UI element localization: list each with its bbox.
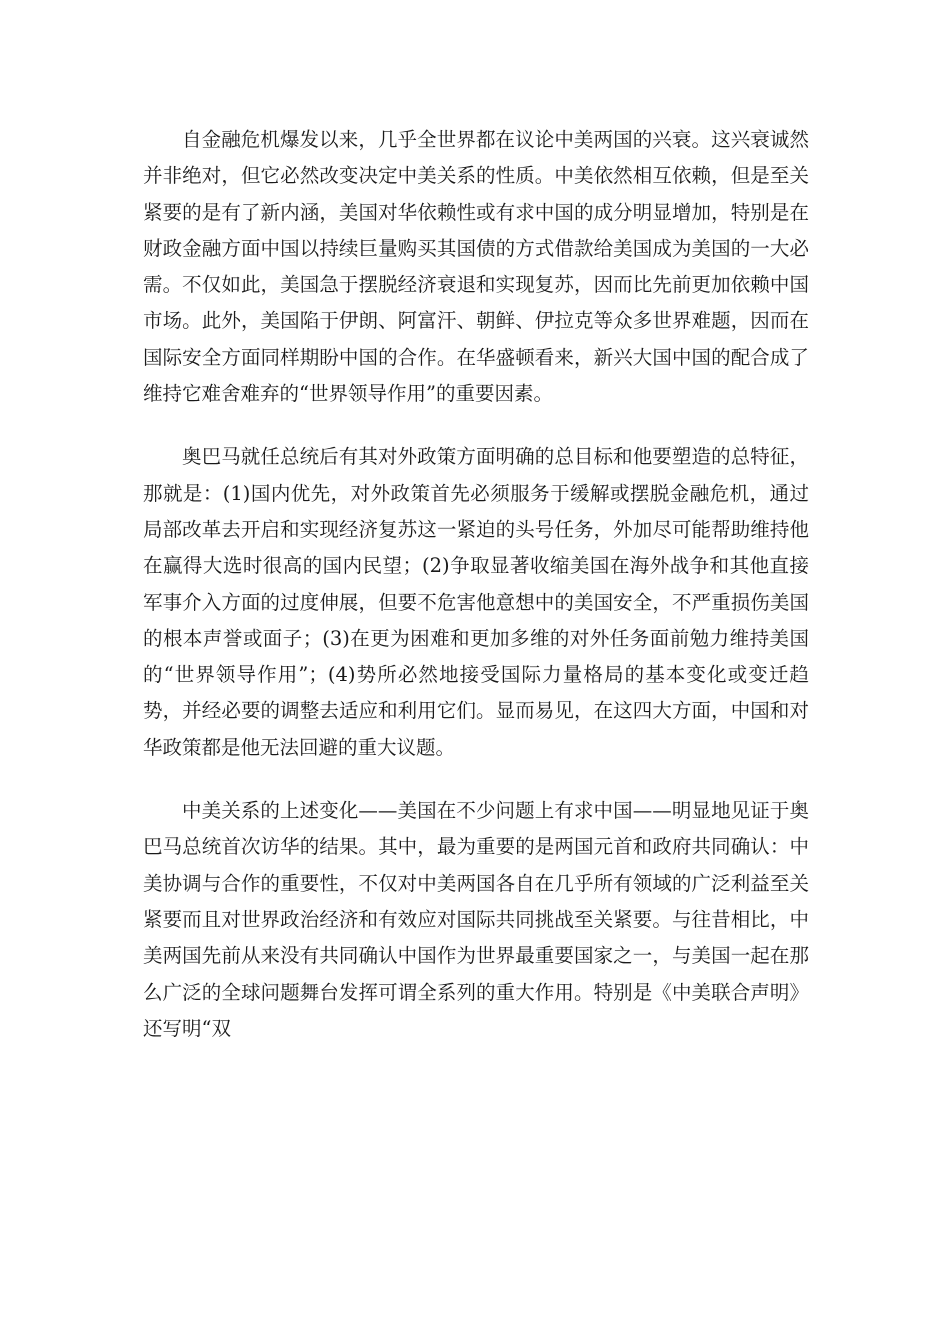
document-body xyxy=(143,122,809,1047)
paragraph-1: 自金融危机爆发以来，几乎全世界都在议论中美两国的兴衰。这兴衰诚然并非绝对，但它必然改变决定中美关系的性质。中美依然相互依赖，但是至关紧要的是有了新内涵，美国对华依赖性或有求中国的成分明显增加，特别是在财政金融方面中国以持续巨量购买其国债的方式借款给美国成为美国的一大必需。不仅如此，美国急于摆脱经济衰退和实现复苏，因而比先前更加依赖中国市场。此外，美国陷于伊朗、阿富汗、朝鲜、伊拉克等众多世界难题，因而在国际安全方面同样期盼中国的合作。在华盛顿看来，新兴大国中国的配合成了维持它难舍难弃的“世界领导作用”的重要因素。 xyxy=(143,128,809,406)
paragraph-2: 奥巴马就任总统后有其对外政策方面明确的总目标和他要塑造的总特征，那就是：(1)国内优先，对外政策首先必须服务于缓解或摆脱金融危机，通过局部改革去开启和实现经济复苏这一紧迫的头号任务，外加尽可能帮助维持他在赢得大选时很高的国内民望；(2)争取显著收缩美国在海外战争和其他直接军事介入方面的过度伸展，但要不危害他意想中的美国安全，不严重损伤美国的根本声誉或面子；(3)在更为困难和更加多维的对外任务面前勉力维持美国的“世界领导作用”；(4)势所必然地接受国际力量格局的基本变化或变迁趋势，并经必要的调整去适应和利用它们。显而易见，在这四大方面，中国和对华政策都是他无法回避的重大议题。 xyxy=(143,445,809,759)
paragraph-3: 中美关系的上述变化——美国在不少问题上有求中国——明显地见证于奥巴马总统首次访华的结果。其中，最为重要的是两国元首和政府共同确认：中美协调与合作的重要性，不仅对中美两国各自在几乎所有领域的广泛利益至关紧要而且对世界政治经济和有效应对国际共同挑战至关紧要。与往昔相比，中美两国先前从来没有共同确认中国作为世界最重要国家之一，与美国一起在那么广泛的全球问题舞台发挥可谓全系列的重大作用。特别是《中美联合声明》还写明“双 xyxy=(143,799,809,1040)
